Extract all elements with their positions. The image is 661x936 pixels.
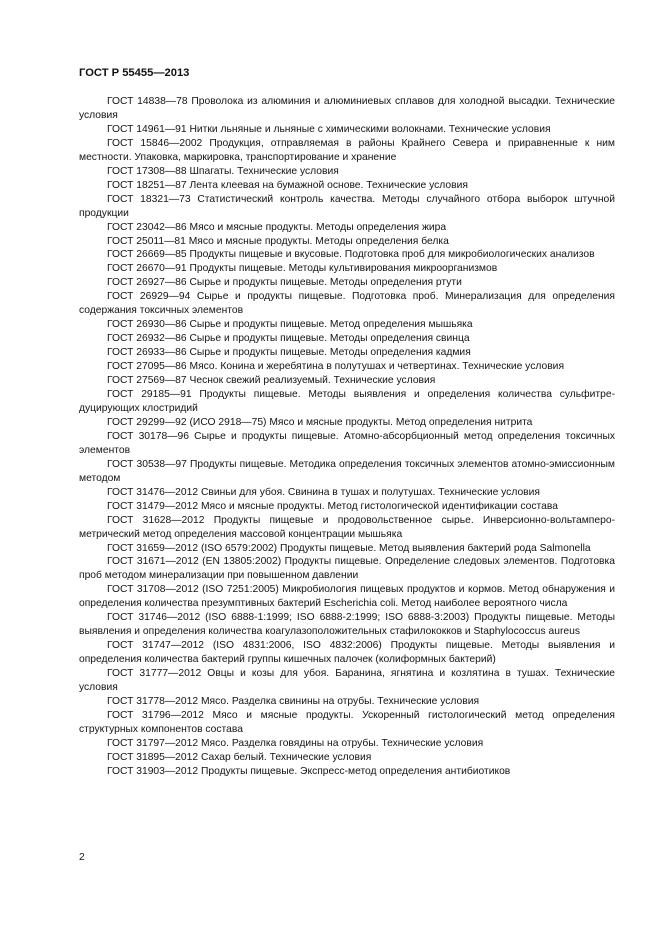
reference-item: ГОСТ 31778—2012 Мясо. Разделка свинины на отрубы. Технические условия	[107, 695, 480, 707]
page-number: 2	[79, 852, 85, 863]
reference-item: ГОСТ 31746—2012 (ISO 6888-1:1999; ISO 6888-2:1999; ISO 6888-3:2003) Продукты пищевые. Методы выявления и определения количества коагулазоположительных стафилококков и Staphylococcus aureus	[79, 612, 615, 638]
reference-item: ГОСТ 23042—86 Мясо и мясные продукты. Методы определения жира	[107, 221, 447, 233]
reference-item: ГОСТ 15846—2002 Продукция, отправляемая в районы Крайнего Севера и приравненные к ним местности. Упаковка, маркировка, транспортирование и хранение	[79, 137, 615, 163]
reference-item: ГОСТ 29185—91 Продукты пищевые. Методы выявления и определения количества сульфитредуцирующих клостридий	[79, 389, 615, 414]
reference-item: ГОСТ 31797—2012 Мясо. Разделка говядины на отрубы. Технические условия	[107, 737, 484, 749]
references-list	[79, 95, 615, 779]
reference-item: ГОСТ 26929—94 Сырье и продукты пищевые. Подготовка проб. Минерализация для определения содержания токсичных элементов	[79, 291, 615, 317]
reference-item: ГОСТ 31476—2012 Свиньи для убоя. Свинина в тушах и полутушах. Технические условия	[107, 486, 540, 498]
reference-item: ГОСТ 31895—2012 Сахар белый. Технические условия	[107, 751, 372, 763]
reference-item: ГОСТ 27095—86 Мясо. Конина и жеребятина в полутушах и четвертинах. Технические условия	[107, 361, 565, 373]
reference-item: ГОСТ 30178—96 Сырье и продукты пищевые. Атомно-абсорбционный метод определения токсичных элементов	[79, 430, 615, 456]
reference-item: ГОСТ 29299—92 (ИСО 2918—75) Мясо и мясные продукты. Метод определения нитрита	[107, 416, 533, 428]
reference-item: ГОСТ 27569—87 Чеснок свежий реализуемый. Технические условия	[107, 375, 436, 387]
reference-item: ГОСТ 31796—2012 Мясо и мясные продукты. Ускоренный гистологический метод определения структурных компонентов состава	[79, 709, 615, 735]
reference-item: ГОСТ 26669—85 Продукты пищевые и вкусовые. Подготовка проб для микробиологических анализов	[107, 249, 595, 261]
reference-item: ГОСТ 31628—2012 Продукты пищевые и продовольственное сырье. Инверсионно-вольтамперометрический метод определения массовой концентрации мышьяка	[79, 514, 615, 540]
reference-item: ГОСТ 31777—2012 Овцы и козы для убоя. Баранина, ягнятина и козлятина в тушах. Технические условия	[79, 668, 615, 694]
reference-item: ГОСТ 30538—97 Продукты пищевые. Методика определения токсичных элементов атомно-эмиссионным методом	[79, 458, 615, 484]
reference-item: ГОСТ 31659—2012 (ISO 6579:2002) Продукты пищевые. Метод выявления бактерий рода Salmonella	[107, 542, 591, 554]
reference-item: ГОСТ 26932—86 Сырье и продукты пищевые. Методы определения свинца	[107, 333, 470, 345]
reference-item: ГОСТ 31747—2012 (ISO 4831:2006, ISO 4832:2006) Продукты пищевые. Методы выявления и определения количества бактерий группы кишечных палочек (колиформных бактерий)	[79, 640, 615, 666]
reference-item: ГОСТ 18251—87 Лента клеевая на бумажной основе. Технические условия	[107, 179, 468, 191]
reference-item: ГОСТ 14838—78 Проволока из алюминия и алюминиевых сплавов для холодной высадки. Технические условия	[79, 96, 615, 121]
reference-item: ГОСТ 18321—73 Статистический контроль качества. Методы случайного отбора выборок штучной продукции	[79, 193, 615, 219]
reference-item: ГОСТ 17308—88 Шпагаты. Технические условия	[107, 165, 339, 177]
reference-item: ГОСТ 26927—86 Сырье и продукты пищевые. Методы определения ртути	[107, 277, 462, 289]
reference-item: ГОСТ 26670—91 Продукты пищевые. Методы культивирования микроорганизмов	[107, 263, 498, 275]
reference-item: ГОСТ 31671—2012 (EN 13805:2002) Продукты пищевые. Определение следовых элементов. Подготовка проб методом минерализации при повышенном давлении	[79, 556, 615, 582]
document-header: ГОСТ Р 55455—2013	[79, 67, 190, 79]
reference-item: ГОСТ 25011—81 Мясо и мясные продукты. Методы определения белка	[107, 235, 449, 247]
reference-item: ГОСТ 26933—86 Сырье и продукты пищевые. Методы определения кадмия	[107, 347, 471, 359]
reference-item: ГОСТ 14961—91 Нитки льняные и льняные с химическими волокнами. Технические условия	[107, 123, 551, 135]
reference-item: ГОСТ 31479—2012 Мясо и мясные продукты. Метод гистологической идентификации состава	[107, 500, 558, 512]
reference-item: ГОСТ 31708—2012 (ISO 7251:2005) Микробиология пищевых продуктов и кормов. Метод обнаружения и определения количества презумптивных бактерий Escherichia coli. Метод наиболее вероятного числа	[79, 584, 615, 610]
reference-item: ГОСТ 31903—2012 Продукты пищевые. Экспресс-метод определения антибиотиков	[107, 765, 511, 777]
reference-item: ГОСТ 26930—86 Сырье и продукты пищевые. Метод определения мышьяка	[107, 319, 473, 331]
